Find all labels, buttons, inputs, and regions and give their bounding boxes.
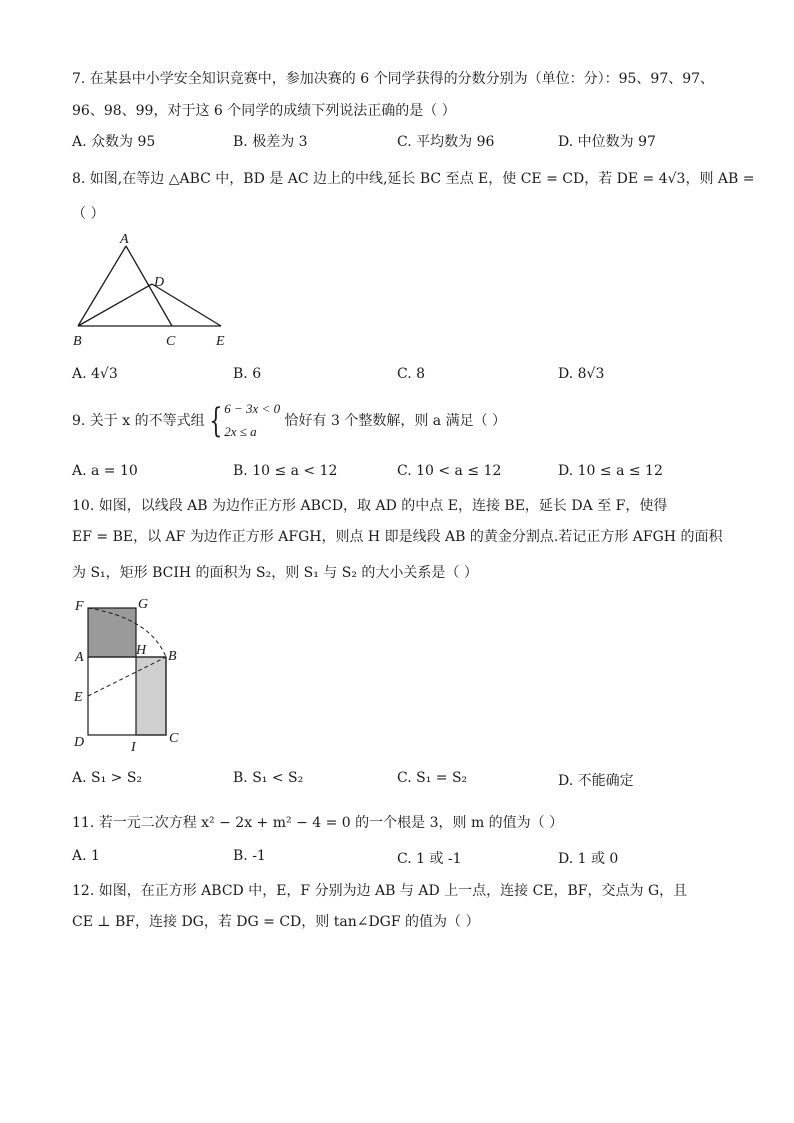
q10-golden-section-figure [68, 594, 198, 754]
q9-option-c[interactable]: C. 10 < a ≤ 12 [397, 463, 502, 479]
q9-inequality-system [224, 398, 280, 444]
q10-option-c[interactable]: C. S₁ = S₂ [397, 770, 468, 786]
q9-suffix: 恰好有 3 个整数解，则 a 满足（ ） [284, 413, 507, 429]
label-e: E [216, 334, 225, 349]
label-e: E [74, 690, 83, 705]
segment-bd [78, 284, 152, 326]
q9-ineq1: 6 − 3x < 0 [224, 401, 281, 416]
q7-option-b[interactable]: B. 极差为 3 [233, 134, 308, 150]
label-c: C [169, 731, 179, 746]
label-b: B [168, 649, 177, 664]
q12-line1: 12. 如图，在正方形 ABCD 中，E，F 分别为边 AB 与 AD 上一点，连接 CE，BF，交点为 G，且 [72, 883, 688, 899]
label-a: A [75, 650, 84, 665]
q10-option-a[interactable]: A. S₁ > S₂ [72, 770, 143, 786]
q7-option-a[interactable]: A. 众数为 95 [72, 134, 156, 150]
q9-option-a[interactable]: A. a = 10 [72, 463, 138, 479]
q9-option-b[interactable]: B. 10 ≤ a < 12 [233, 463, 338, 479]
q11-line1: 11. 若一元二次方程 x² − 2x + m² − 4 = 0 的一个根是 3，则 m 的值为（ ） [72, 815, 564, 831]
q8-option-d[interactable]: D. 8√3 [558, 366, 605, 382]
q10-line2: EF = BE，以 AF 为边作正方形 AFGH，则点 H 即是线段 AB 的黄金分割点.若记正方形 AFGH 的面积 [72, 529, 723, 545]
q8-option-c[interactable]: C. 8 [397, 366, 426, 382]
rect-bcih [136, 657, 166, 735]
q7-line1: 7. 在某县中小学安全知识竞赛中，参加决赛的 6 个同学获得的分数分别为（单位：分）：95、97、97、 [72, 71, 715, 87]
q7-option-c[interactable]: C. 平均数为 96 [397, 134, 495, 150]
q8-option-a[interactable]: A. 4√3 [72, 366, 118, 382]
q8-line1: 8. 如图,在等边 △ABC 中，BD 是 AC 边上的中线,延长 BC 至点 E，使 CE = CD，若 DE = 4√3，则 AB = [72, 171, 755, 187]
label-g: G [138, 597, 149, 612]
q10-option-d[interactable]: D. 不能确定 [558, 773, 634, 789]
q9-prefix: 9. 关于 x 的不等式组 [72, 413, 205, 429]
q11-option-d[interactable]: D. 1 或 0 [558, 851, 619, 867]
label-a: A [120, 232, 129, 247]
square-afgh [88, 608, 136, 657]
label-b: B [73, 334, 82, 349]
label-c: C [166, 334, 176, 349]
segment-ab [78, 246, 126, 326]
q8-option-b[interactable]: B. 6 [233, 366, 262, 382]
q10-line1: 10. 如图，以线段 AB 为边作正方形 ABCD，取 AD 的中点 E，连接 BE，延长 DA 至 F，使得 [72, 498, 668, 514]
label-d: D [154, 275, 165, 290]
q11-option-a[interactable]: A. 1 [72, 848, 100, 864]
label-h: H [136, 643, 147, 658]
q8-triangle-figure [68, 228, 248, 350]
q12-line2: CE ⊥ BF，连接 DG，若 DG = CD，则 tan∠DGF 的值为（ ） [72, 914, 480, 930]
label-f: F [75, 599, 84, 614]
q11-option-b[interactable]: B. -1 [233, 848, 266, 864]
q9-ineq2: 2x ≤ a [224, 424, 257, 439]
segment-de [152, 284, 221, 326]
q9-option-d[interactable]: D. 10 ≤ a ≤ 12 [558, 463, 663, 479]
q9-line [72, 398, 506, 444]
q8-line2: （ ） [72, 206, 105, 222]
q7-line2: 96、98、99，对于这 6 个同学的成绩下列说法正确的是（ ） [72, 103, 456, 119]
q7-option-d[interactable]: D. 中位数为 97 [558, 134, 656, 150]
q9-brace-icon: { [208, 401, 222, 441]
label-i: I [131, 740, 136, 754]
q11-option-c[interactable]: C. 1 或 -1 [397, 851, 462, 867]
label-d: D [74, 735, 85, 750]
q10-line3: 为 S₁，矩形 BCIH 的面积为 S₂，则 S₁ 与 S₂ 的大小关系是（ ） [72, 565, 478, 581]
q10-option-b[interactable]: B. S₁ < S₂ [233, 770, 304, 786]
